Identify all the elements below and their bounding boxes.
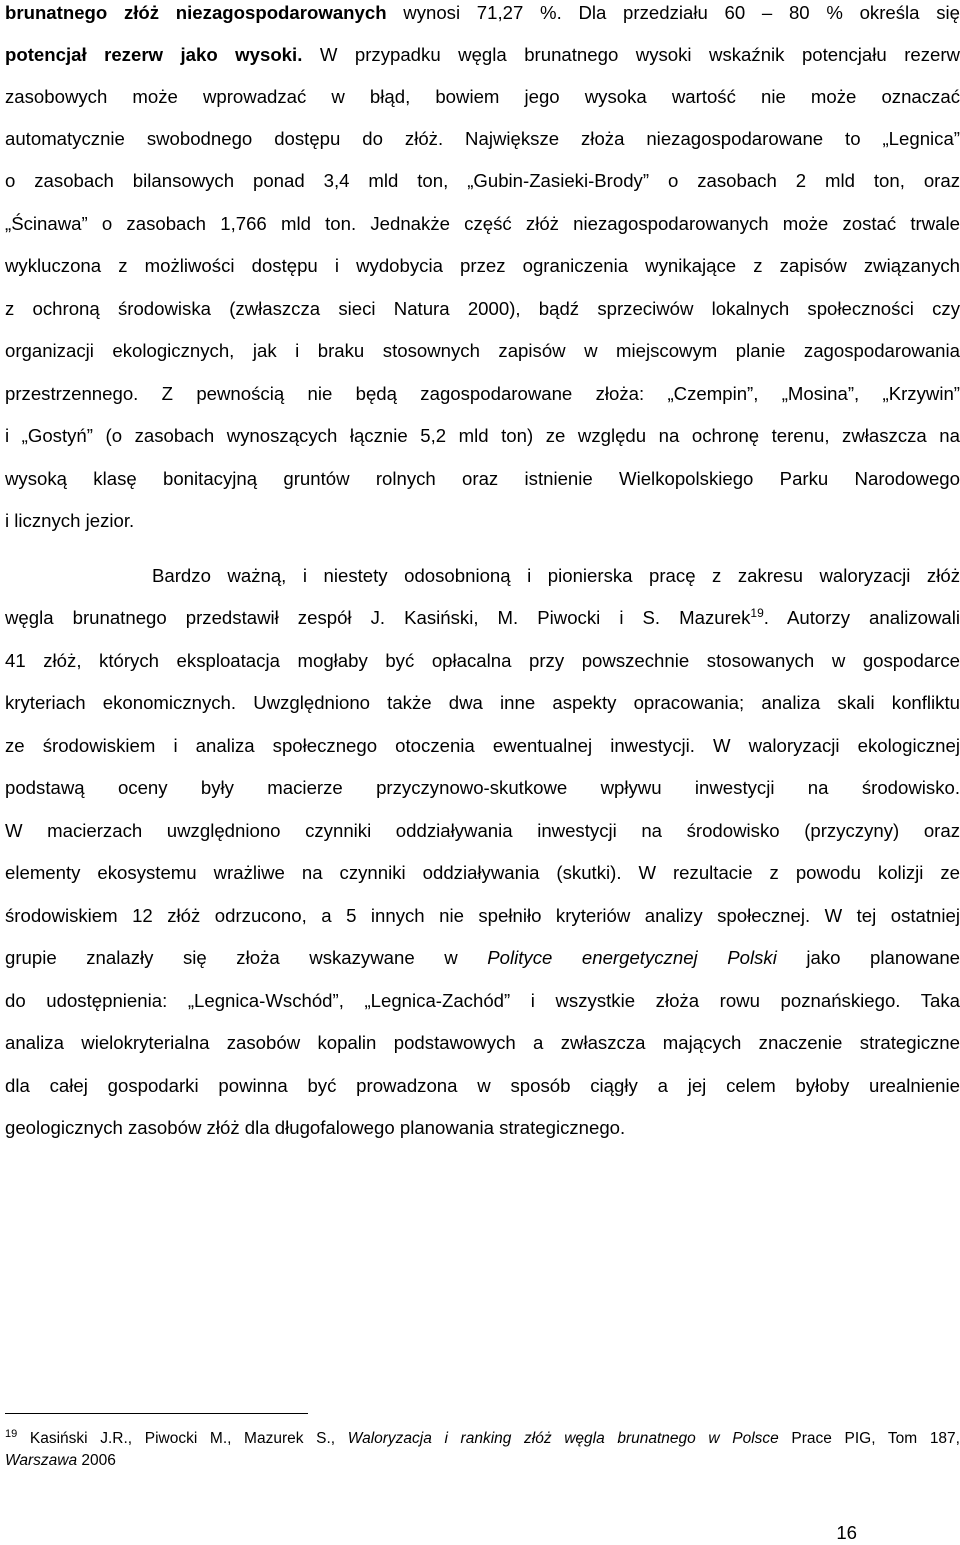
bold-text: brunatnego złóż niezagospodarowanych [5,2,387,23]
text: . Autorzy analizowali [763,607,960,628]
paragraph-2-line-13: dla całej gospodarki powinna być prowadzona w sposób ciągły a jej celem byłoby urealnienie [5,1075,960,1096]
paragraph-2-line-4: kryteriach ekonomicznych. Uwzględniono także dwa inne aspekty opracowania; analiza skali konfliktu [5,692,960,713]
paragraph-1-line-8: z ochroną środowiska (zwłaszcza sieci Natura 2000), bądź sprzeciwów lokalnych społeczności czy [5,298,960,319]
text: węgla brunatnego przedstawił zespół J. Kasiński, M. Piwocki i S. Mazurek [5,607,751,628]
italic-title: Polityce energetycznej Polski [487,947,777,968]
footnote-place: Warszawa [5,1452,78,1469]
paragraph-2-line-3: 41 złóż, których eksploatacja mogłaby być opłacalna przy powszechnie stosowanych w gospodarce [5,650,960,671]
paragraph-2-line-6: podstawą oceny były macierze przyczynowo-skutkowe wpływu inwestycji na środowisko. [5,777,960,798]
paragraph-1-line-10: przestrzennego. Z pewnością nie będą zagospodarowane złoża: „Czempin”, „Mosina”, „Krzywin” [5,383,960,404]
paragraph-2-line-2 [5,605,960,631]
paragraph-2-line-8: elementy ekosystemu wrażliwe na czynniki oddziaływania (skutki). W rezultacie z powodu kolizji ze [5,862,960,883]
paragraph-1-line-4: automatycznie swobodnego dostępu do złóż. Największe złoża niezagospodarowane to „Legnica” [5,128,960,149]
paragraph-2-line-9: środowiskiem 12 złóż odrzucono, a 5 innych nie spełniło kryteriów analizy społecznej. W tej ostatniej [5,905,960,926]
footnote-authors: Kasiński J.R., Piwocki M., Mazurek S., [17,1430,348,1447]
paragraph-1-line-2 [5,42,960,68]
paragraph-1-line-3: zasobowych może wprowadzać w błąd, bowiem jego wysoka wartość nie może oznaczać [5,86,960,107]
paragraph-1-line-12: wysoką klasę bonitacyjną gruntów rolnych oraz istnienie Wielkopolskiego Parku Narodowego [5,468,960,489]
paragraph-1-line-9: organizacji ekologicznych, jak i braku stosownych zapisów w miejscowym planie zagospodarowania [5,340,960,361]
paragraph-1-line-11: i „Gostyń” (o zasobach wynoszących łącznie 5,2 mld ton) ze względu na ochronę terenu, zwłaszcza na [5,425,960,446]
paragraph-1-line-6: „Ścinawa” o zasobach 1,766 mld ton. Jednakże część złóż niezagospodarowanych może zostać trwale [5,213,960,234]
paragraph-2-line-10 [5,945,960,971]
footnote-separator [5,1413,308,1414]
paragraph-2-line-11: do udostępnienia: „Legnica-Wschód”, „Legnica-Zachód” i wszystkie złoża rowu poznańskiego. Taka [5,990,960,1011]
text: grupie znalazły się złoża wskazywane w [5,947,488,968]
paragraph-1-line-1 [5,0,960,26]
text: jako planowane [776,947,960,968]
paragraph-2-line-12: analiza wielokryterialna zasobów kopalin podstawowych a zwłaszcza mających znaczenie strategiczne [5,1032,960,1053]
footnote-year: 2006 [77,1452,116,1469]
bold-text: potencjał rezerw jako wysoki. [5,44,303,65]
footnote-reference: 19 [750,605,764,620]
page-number: 16 [836,1522,857,1543]
footnote-publisher: Prace PIG, Tom 187, [778,1430,960,1447]
text: W przypadku węgla brunatnego wysoki wskaźnik potencjału rezerw [302,44,960,65]
footnote-line-1 [5,1428,960,1450]
footnote-mark: 19 [5,1427,18,1440]
paragraph-2-line-7: W macierzach uwzględniono czynniki oddziaływania inwestycji na środowisko (przyczyny) oraz [5,820,960,841]
text: wynosi 71,27 %. Dla przedziału 60 – 80 % określa się [386,2,960,23]
paragraph-2-line-1: Bardzo ważną, i niestety odosobnioną i pionierska pracę z zakresu waloryzacji złóż [152,565,960,586]
paragraph-1-line-13: i licznych jezior. [5,510,135,531]
footnote-line-2 [5,1450,960,1472]
paragraph-2-line-5: ze środowiskiem i analiza społecznego otoczenia ewentualnej inwestycji. W waloryzacji ekologicznej [5,735,960,756]
footnote-title: Waloryzacja i ranking złóż węgla brunatnego w Polsce [347,1430,779,1447]
paragraph-2-line-14: geologicznych zasobów złóż dla długofalowego planowania strategicznego. [5,1117,626,1138]
paragraph-1-line-5: o zasobach bilansowych ponad 3,4 mld ton, „Gubin-Zasieki-Brody” o zasobach 2 mld ton, oraz [5,170,960,191]
paragraph-1-line-7: wykluczona z możliwości dostępu i wydobycia przez ograniczenia wynikające z zapisów związanych [5,255,960,276]
